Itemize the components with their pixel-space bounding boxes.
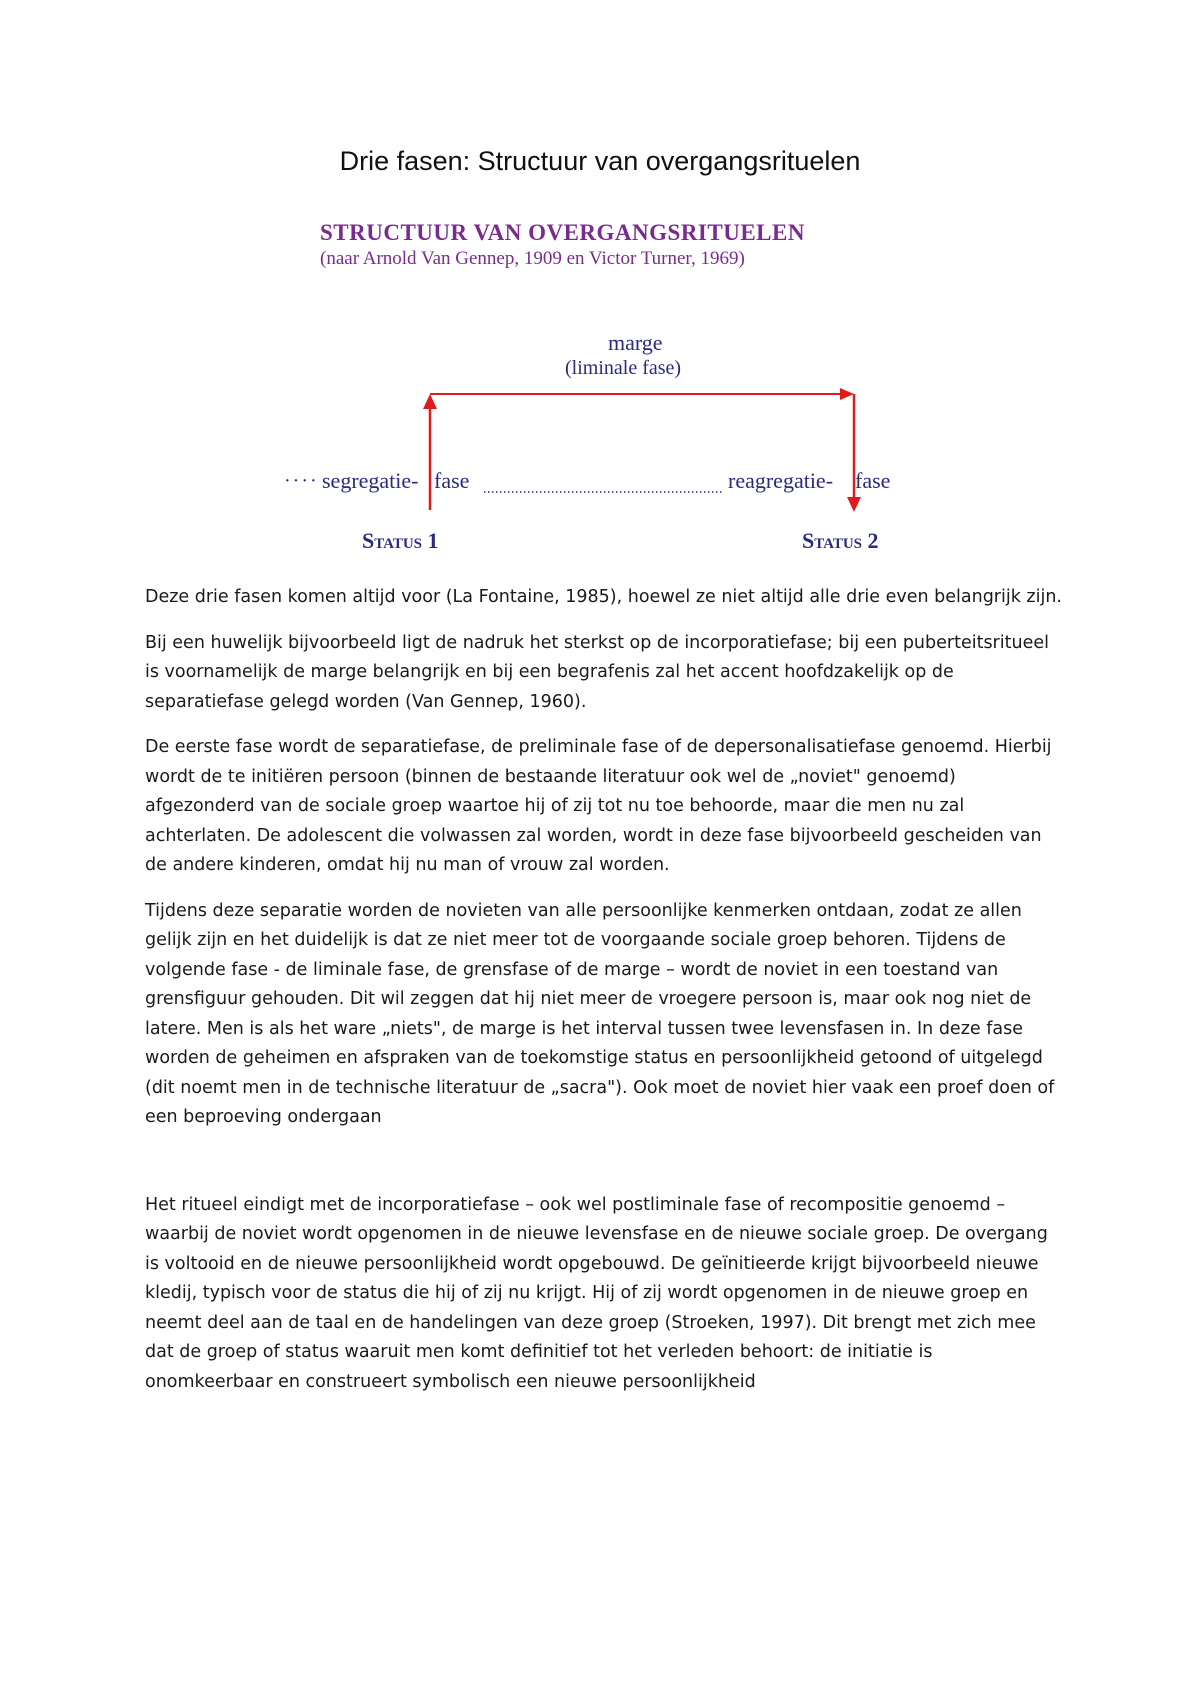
paragraph: Bij een huwelijk bijvoorbeeld ligt de nadruk het sterkst op de incorporatiefase; bij een puberteitsritueel is voornamelijk de marge belangrijk en bij een begrafenis zal het accent hoofdzakelijk op de separatiefase gelegd worden (Van Gennep, 1960).	[145, 632, 1049, 712]
segregatie-label: segregatie-	[322, 468, 419, 493]
marge-label: marge	[608, 330, 663, 355]
paragraph: De eerste fase wordt de separatiefase, de preliminale fase of de depersonalisatiefase genoemd. Hierbij wordt de te initiëren persoon (binnen de bestaande literatuur ook wel de „noviet" genoemd) afgezonderd van de sociale groep waartoe hij of zij tot nu toe behoorde, maar die men nu zal achterlaten. De adolescent die volwassen zal worden, wordt in deze fase bijvoorbeeld gescheiden van de andere kinderen, omdat hij nu man of vrouw zal worden.	[145, 737, 1052, 875]
arrow-down-icon	[847, 497, 861, 512]
page-title: Drie fasen: Structuur van overgangsrituelen	[339, 146, 861, 176]
reagregatie-label: reagregatie-	[728, 468, 834, 493]
fase-left-label: fase	[434, 468, 470, 493]
fase-right-label: fase	[855, 468, 891, 493]
paragraph: Tijdens deze separatie worden de novieten van alle persoonlijke kenmerken ontdaan, zodat ze allen gelijk zijn en het duidelijk is dat ze niet meer tot de voorgaande sociale groep behoren. Tijdens de volgende fase - de liminale fase, de grensfase of de marge – wordt de noviet in een toestand van grensfiguur gehouden. Dit wil zeggen dat hij niet meer de vroegere persoon is, maar ook nog niet de latere. Men is als het ware „niets", de marge is het interval tussen twee levensfasen in. In deze fase worden de geheimen en afspraken van de toekomstige status en persoonlijkheid getoond of uitgelegd (dit noemt men in de technische literatuur de „sacra"). Ook moet de noviet hier vaak een proef doen of een beproeving ondergaan	[145, 900, 1055, 1127]
liminale-label: (liminale fase)	[565, 357, 682, 379]
marge-arrowhead	[840, 388, 854, 400]
status1-label: Status 1	[362, 528, 439, 553]
diagram-subheading: (naar Arnold Van Gennep, 1909 en Victor Turner, 1969)	[320, 248, 745, 269]
arrow-up-icon	[423, 394, 437, 409]
diagram-arrows	[270, 210, 930, 570]
leading-dots: ····	[284, 470, 319, 492]
rites-of-passage-diagram	[270, 210, 930, 570]
diagram-heading: STRUCTUUR VAN OVERGANGSRITUELEN	[320, 220, 805, 245]
status2-label: Status 2	[802, 528, 879, 553]
body-text	[145, 583, 1065, 1413]
paragraph: Het ritueel eindigt met de incorporatiefase – ook wel postliminale fase of recompositie genoemd – waarbij de noviet wordt opgenomen in de nieuwe levensfase en de nieuwe sociale groep. De overgang is voltooid en de nieuwe persoonlijkheid wordt opgebouwd. De geïnitieerde krijgt bijvoorbeeld nieuwe kledij, typisch voor de status die hij of zij nu krijgt. Hij of zij wordt opgenomen in de nieuwe groep en neemt deel aan de taal en de handelingen van deze groep (Stroeken, 1997). Dit brengt met zich mee dat de groep of status waaruit men komt definitief tot het verleden behoort: de initiatie is onomkeerbaar en construeert symbolisch een nieuwe persoonlijkheid	[145, 1194, 1048, 1392]
paragraph: Deze drie fasen komen altijd voor (La Fontaine, 1985), hoewel ze niet altijd alle drie even belangrijk zijn.	[145, 587, 1062, 607]
